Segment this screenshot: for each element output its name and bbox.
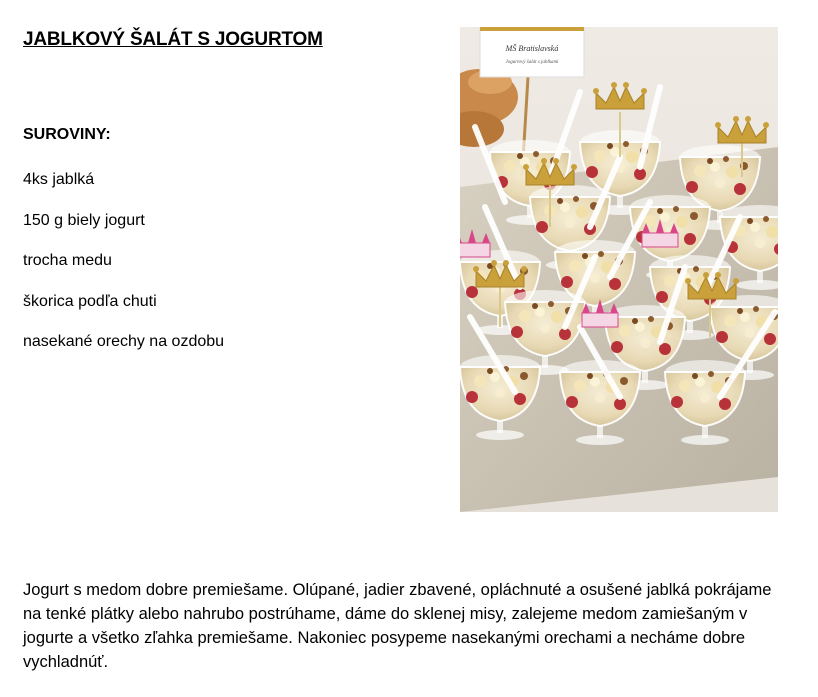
ingredients-heading: SUROVINY: [23,126,111,143]
photo-card-line2: Jogurtový šalát s jablkami [505,60,559,65]
ingredient-item: 150 g biely jogurt [23,211,145,229]
instructions-paragraph: Jogurt s medom dobre premiešame. Olúpané, jadier zbavené, opláchnuté a osušené jablká pokrájame na tenké plátky alebo nahrubo postrúhame, dáme do sklenej misy, zalejeme medom zamiešaným v jogurte a všetko zľahka premiešame. Nakoniec posypeme nasekanými orechami a necháme dobre vychladnúť. [23,581,772,671]
recipe-photo [460,27,778,512]
ingredients-list [23,170,224,373]
photo-card-line1: MŠ Bratislavská [505,44,559,53]
recipe-title: JABLKOVÝ ŠALÁT S JOGURTOM [23,29,323,50]
ingredient-item: nasekané orechy na ozdobu [23,333,225,350]
photo-illustration [460,27,778,512]
ingredient-item: škorica podľa chuti [23,292,157,310]
ingredient-item: trocha medu [23,252,112,269]
ingredient-item: 4ks jablká [23,171,95,188]
